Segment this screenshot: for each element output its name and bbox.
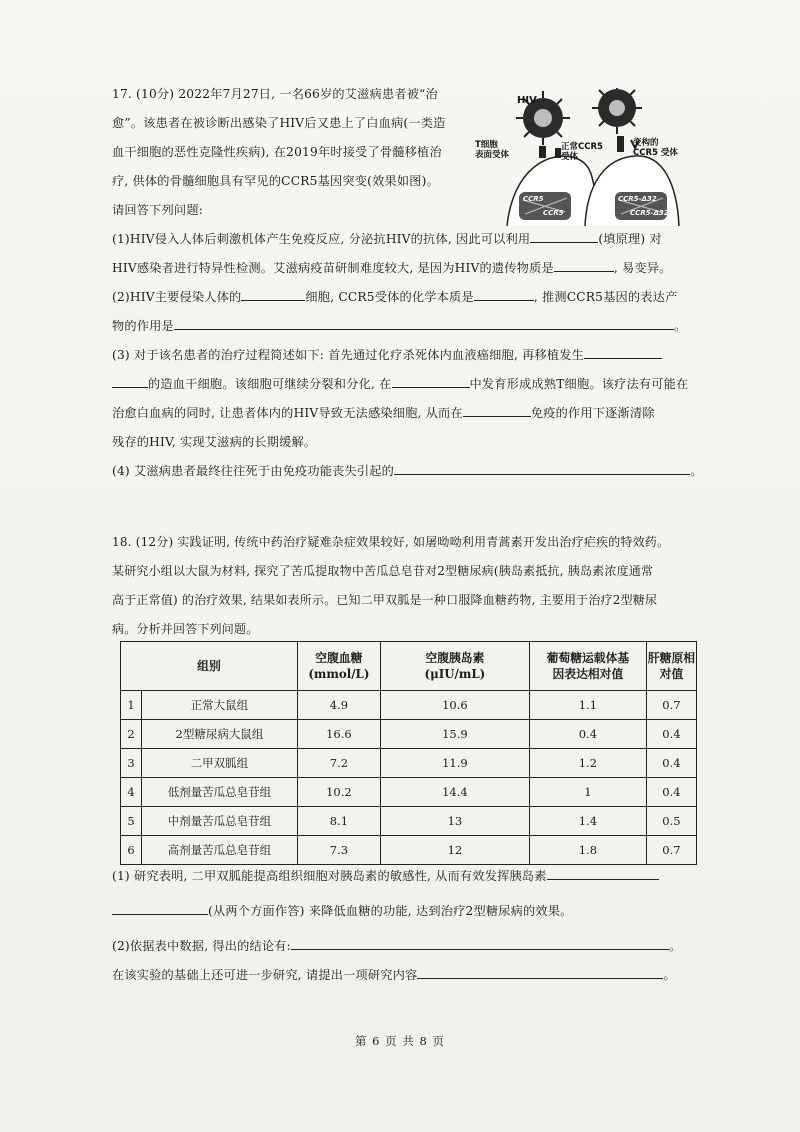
q17-part2-line1	[112, 283, 712, 312]
q17-p3-text-b: 的造血干细胞。该细胞可继续分裂和分化, 在	[148, 377, 392, 391]
table-cell: 16.6	[297, 720, 380, 749]
mutant-ccr5-label: 变构的 CCR5 受体	[633, 138, 678, 158]
group-name: 中剂量苦瓜总皂苷组	[142, 807, 298, 836]
answer-blank-1[interactable]	[530, 228, 598, 243]
q17-part2-line2	[112, 312, 712, 341]
q17-line: 愈”。该患者在被诊断出感染了HIV后又患上了白血病(一类造	[112, 116, 446, 130]
q17-p4-text-a: (4) 艾滋病患者最终往往死于由免疫功能丧失引起的	[112, 464, 395, 478]
q18-part1-line1	[112, 862, 712, 891]
q18-p1-text-b: (从两个方面作答) 来降低血糖的功能, 达到治疗2型糖尿病的效果。	[208, 904, 573, 918]
table-cell: 4.9	[297, 691, 380, 720]
table-cell: 10.6	[380, 691, 529, 720]
table-cell: 0.7	[646, 836, 696, 865]
table-cell: 0.4	[646, 778, 696, 807]
table-row	[121, 691, 697, 720]
row-number: 5	[121, 807, 142, 836]
q18-part1-line2	[112, 897, 712, 926]
table-cell: 0.7	[646, 691, 696, 720]
table-cell: 1.8	[529, 836, 646, 865]
group-name: 二甲双胍组	[142, 749, 298, 778]
q17-line: 疗, 供体的骨髓细胞具有罕见的CCR5基因突变(效果如图)。	[112, 174, 439, 188]
q17-p2-text-b: 细胞, CCR5受体的化学本质是	[305, 290, 474, 304]
table-row	[121, 720, 697, 749]
q17-p2-text-d: 物的作用是	[112, 319, 174, 333]
hiv-label: HIV	[517, 95, 537, 106]
header-liver-glycogen: 肝糖原相 对值	[646, 642, 696, 691]
group-name: 正常大鼠组	[142, 691, 298, 720]
q17-p3-text-d: 治愈白血病的同时, 让患者体内的HIV导致无法感染细胞, 从而在	[112, 406, 463, 420]
row-number: 6	[121, 836, 142, 865]
q17-part1-line2	[112, 254, 712, 283]
answer-blank-11[interactable]	[547, 865, 659, 880]
page-footer: 第 6 页 共 8 页	[355, 1034, 445, 1048]
answer-blank-13[interactable]	[291, 935, 669, 950]
q18-part2-line1	[112, 932, 712, 961]
table-cell: 8.1	[297, 807, 380, 836]
q17-p2-text-c: , 推测CCR5基因的表达产	[533, 290, 678, 304]
table-cell: 1	[529, 778, 646, 807]
answer-blank-14[interactable]	[417, 964, 663, 979]
chip-right-label-a: CCR5-Δ32	[618, 195, 657, 203]
q17-p2-text-a: (2)HIV主要侵染人体的	[112, 290, 242, 304]
q17-parts	[112, 225, 712, 486]
results-table	[120, 641, 697, 865]
group-name: 高剂量苦瓜总皂苷组	[142, 836, 298, 865]
q17-part3-line2	[112, 370, 712, 399]
table-cell: 0.5	[646, 807, 696, 836]
row-number: 4	[121, 778, 142, 807]
answer-blank-2[interactable]	[554, 257, 614, 272]
q17-part3-line1	[112, 341, 712, 370]
group-name: 2型糖尿病大鼠组	[142, 720, 298, 749]
q17-part3-line3	[112, 399, 712, 428]
table-cell: 7.2	[297, 749, 380, 778]
answer-blank-10[interactable]	[394, 460, 690, 475]
q18-line: 高于正常值) 的治疗效果, 结果如表所示。已知二甲双胍是一种口服降血糖药物, 主要用于治疗2型糖尿	[112, 593, 658, 607]
normal-ccr5-label: 正常CCR5 受体	[561, 142, 603, 162]
table-row	[121, 778, 697, 807]
hiv-virion-right-icon	[592, 88, 642, 134]
q18-p3-end: 。	[663, 968, 676, 982]
q18-line: 某研究小组以大鼠为材料, 探究了苦瓜提取物中苦瓜总皂苷对2型糖尿病(胰岛素抵抗, 胰岛素浓度通常	[112, 564, 654, 578]
q17-p1-text-b: (填原理) 对	[598, 232, 662, 246]
q18-p2-text-a: (2)依据表中数据, 得出的结论有:	[112, 939, 291, 953]
answer-blank-12[interactable]	[112, 900, 208, 915]
q17-p3-text-a: (3) 对于该名患者的治疗过程简述如下: 首先通过化疗杀死体内血液癌细胞, 再移植发生	[112, 348, 585, 362]
table-cell: 1.1	[529, 691, 646, 720]
table-cell: 15.9	[380, 720, 529, 749]
answer-blank-3[interactable]	[241, 286, 305, 301]
header-glucose-transporter: 葡萄糖运载体基 因表达相对值	[529, 642, 646, 691]
q17-line: 17. (10分) 2022年7月27日, 一名66岁的艾滋病患者被“治	[112, 87, 438, 101]
t-cell-receptor-label: T细胞 表面受体	[475, 140, 510, 160]
answer-blank-5[interactable]	[174, 315, 674, 330]
table-row	[121, 749, 697, 778]
table-cell: 10.2	[297, 778, 380, 807]
q18-intro	[112, 528, 717, 644]
t-cell-receptor-icon	[539, 146, 546, 158]
row-number: 1	[121, 691, 142, 720]
q17-p1-text-d: , 易变异。	[613, 261, 672, 275]
answer-blank-7[interactable]	[112, 373, 148, 388]
q18-line: 18. (12分) 实践证明, 传统中药治疗疑难杂症效果较好, 如屠呦呦利用青蒿素开发出治疗疟疾的特效药。	[112, 535, 670, 549]
chip-left-label-b: CCR5	[543, 209, 564, 217]
table-cell: 1.4	[529, 807, 646, 836]
q18-p2-end: 。	[668, 939, 682, 953]
q17-p1-text-a: (1)HIV侵入人体后刺激机体产生免疫反应, 分泌抗HIV的抗体, 因此可以利用	[112, 232, 531, 246]
q17-line: 请回答下列问题:	[112, 203, 204, 217]
q18-part3-line1	[112, 961, 712, 990]
q17-p2-end: 。	[673, 319, 687, 333]
q17-p4-end: 。	[690, 464, 703, 478]
q18-p1-text-a: (1) 研究表明, 二甲双胍能提高组织细胞对胰岛素的敏感性, 从而有效发挥胰岛素	[112, 869, 547, 883]
table-header-row	[121, 642, 697, 691]
q18-line: 病。分析并回答下列问题。	[112, 622, 259, 636]
q18-p3-text-a: 在该实验的基础上还可进一步研究, 请提出一项研究内容	[112, 968, 418, 982]
table-cell: 0.4	[646, 749, 696, 778]
table-cell: 13	[380, 807, 529, 836]
row-number: 3	[121, 749, 142, 778]
table-cell: 1.2	[529, 749, 646, 778]
q17-part4	[112, 457, 712, 486]
answer-blank-8[interactable]	[392, 373, 470, 388]
q17-p3-text-c: 中发育形成成熟T细胞。该疗法有可能在	[469, 377, 689, 391]
header-group: 组别	[121, 642, 298, 691]
answer-blank-9[interactable]	[463, 402, 531, 417]
table-cell: 0.4	[646, 720, 696, 749]
table-cell: 11.9	[380, 749, 529, 778]
header-fasting-insulin: 空腹胰岛素 (μIU/mL)	[380, 642, 529, 691]
table-cell: 14.4	[380, 778, 529, 807]
group-name: 低剂量苦瓜总皂苷组	[142, 778, 298, 807]
table-row	[121, 836, 697, 865]
q17-part3-line4: 残存的HIV, 实现艾滋病的长期缓解。	[112, 435, 317, 449]
q17-p1-text-c: HIV感染者进行特异性检测。艾滋病疫苗研制难度较大, 是因为HIV的遗传物质是	[112, 261, 554, 275]
table-cell: 12	[380, 836, 529, 865]
row-number: 2	[121, 720, 142, 749]
chip-left-label-a: CCR5	[523, 195, 544, 203]
answer-blank-6[interactable]	[584, 344, 662, 359]
answer-blank-4[interactable]	[474, 286, 534, 301]
q17-part1-line1	[112, 225, 712, 254]
table-row	[121, 807, 697, 836]
hiv-ccr5-figure	[475, 88, 680, 228]
q17-p3-text-e: 免疫的作用下逐渐清除	[530, 406, 655, 420]
q18-parts	[112, 862, 712, 990]
q17-intro	[112, 80, 497, 225]
header-fasting-glucose: 空腹血糖 (mmol/L)	[297, 642, 380, 691]
receptor-right-icon	[617, 136, 624, 152]
table-cell: 0.4	[529, 720, 646, 749]
chip-right-label-b: CCR5-Δ32	[630, 209, 669, 217]
table-cell: 7.3	[297, 836, 380, 865]
q17-line: 血干细胞的恶性克隆性疾病), 在2019年时接受了骨髓移植治	[112, 145, 442, 159]
